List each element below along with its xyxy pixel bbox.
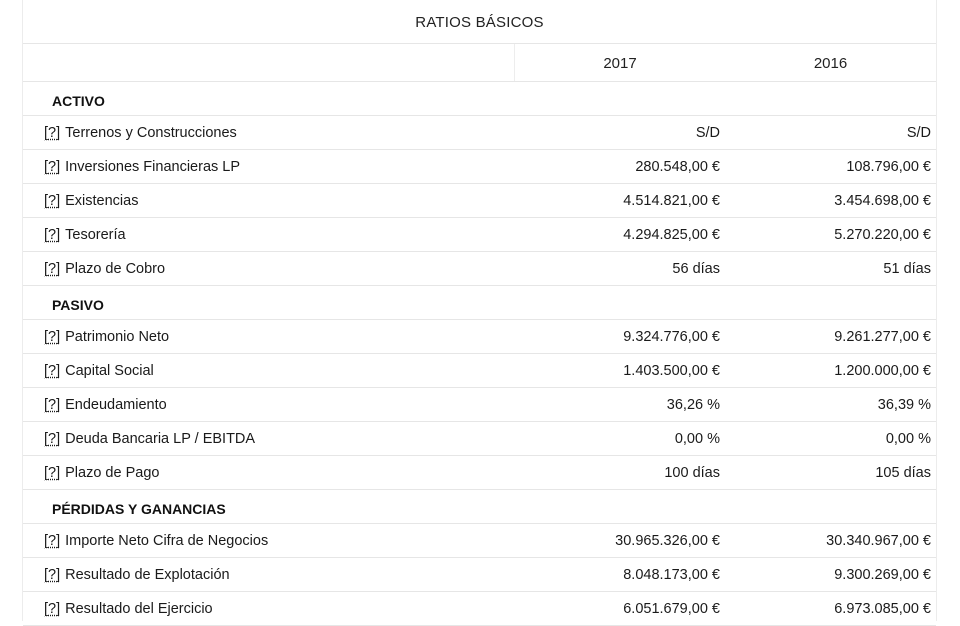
row-label: Deuda Bancaria LP / EBITDA: [65, 430, 256, 447]
section-header: PASIVO: [23, 286, 936, 320]
value-2017: 4.294.825,00 €: [623, 226, 720, 243]
table-row: [23, 218, 936, 252]
value-2016: 51 días: [883, 260, 931, 277]
row-label: Plazo de Cobro: [65, 260, 166, 277]
value-2016: 108.796,00 €: [846, 158, 931, 175]
row-label: Capital Social: [65, 362, 154, 379]
value-2016: 30.340.967,00 €: [826, 532, 931, 549]
row-label-cell: [23, 363, 514, 379]
table-title: RATIOS BÁSICOS: [23, 0, 936, 44]
value-2017: 280.548,00 €: [635, 158, 720, 175]
value-2017: 4.514.821,00 €: [623, 192, 720, 209]
row-label-cell: [23, 125, 514, 141]
value-2017: S/D: [695, 124, 720, 141]
value-2017: 0,00 %: [674, 430, 720, 447]
value-2016: 0,00 %: [885, 430, 931, 447]
help-link[interactable]: [?]: [44, 566, 61, 583]
row-label: Existencias: [65, 192, 139, 209]
help-link[interactable]: [?]: [44, 362, 61, 379]
help-link[interactable]: [?]: [44, 396, 61, 413]
value-2016: 36,39 %: [877, 396, 931, 413]
table-row: [23, 524, 936, 558]
row-label-cell: [23, 193, 514, 209]
table-row: [23, 422, 936, 456]
help-link[interactable]: [?]: [44, 464, 61, 481]
year-header-row: [23, 44, 936, 82]
table-row: [23, 456, 936, 490]
value-2016: 5.270.220,00 €: [834, 226, 931, 243]
row-label: Resultado de Explotación: [65, 566, 230, 583]
table-row: [23, 150, 936, 184]
year-header-2016: 2016: [813, 54, 848, 72]
help-link[interactable]: [?]: [44, 192, 61, 209]
value-2017: 36,26 %: [666, 396, 720, 413]
row-label: Patrimonio Neto: [65, 328, 170, 345]
row-label-cell: [23, 465, 514, 481]
value-2016: S/D: [906, 124, 931, 141]
help-link[interactable]: [?]: [44, 532, 61, 549]
value-2017: 6.051.679,00 €: [623, 600, 720, 617]
row-label-cell: [23, 329, 514, 345]
value-2017: 56 días: [672, 260, 720, 277]
row-label-cell: [23, 159, 514, 175]
help-link[interactable]: [?]: [44, 260, 61, 277]
value-2017: 30.965.326,00 €: [615, 532, 720, 549]
table-row: [23, 184, 936, 218]
value-2016: 3.454.698,00 €: [834, 192, 931, 209]
help-link[interactable]: [?]: [44, 124, 61, 141]
table-row: [23, 388, 936, 422]
value-2017: 100 días: [664, 464, 720, 481]
help-link[interactable]: [?]: [44, 600, 61, 617]
table-row: [23, 252, 936, 286]
row-label: Endeudamiento: [65, 396, 167, 413]
value-2016: 6.973.085,00 €: [834, 600, 931, 617]
row-label-cell: [23, 601, 514, 617]
value-2017: 8.048.173,00 €: [623, 566, 720, 583]
row-label: Importe Neto Cifra de Negocios: [65, 532, 269, 549]
value-2016: 105 días: [875, 464, 931, 481]
value-2016: 9.261.277,00 €: [834, 328, 931, 345]
table-row: [23, 320, 936, 354]
value-2017: 1.403.500,00 €: [623, 362, 720, 379]
section-header: PÉRDIDAS Y GANANCIAS: [23, 490, 936, 524]
help-link[interactable]: [?]: [44, 226, 61, 243]
row-label-cell: [23, 261, 514, 277]
row-label-cell: [23, 397, 514, 413]
row-label-cell: [23, 533, 514, 549]
row-label-cell: [23, 431, 514, 447]
table-row: [23, 116, 936, 150]
row-label-cell: [23, 227, 514, 243]
row-label: Terrenos y Construcciones: [65, 124, 237, 141]
table-row: [23, 558, 936, 592]
ratios-table: [22, 0, 937, 621]
value-2016: 9.300.269,00 €: [834, 566, 931, 583]
row-label: Resultado del Ejercicio: [65, 600, 213, 617]
row-label-cell: [23, 567, 514, 583]
help-link[interactable]: [?]: [44, 430, 61, 447]
help-link[interactable]: [?]: [44, 328, 61, 345]
year-header-2017: 2017: [514, 44, 725, 81]
row-label: Plazo de Pago: [65, 464, 160, 481]
value-2016: 1.200.000,00 €: [834, 362, 931, 379]
table-row: [23, 354, 936, 388]
row-label: Tesorería: [65, 226, 126, 243]
section-header: ACTIVO: [23, 82, 936, 116]
value-2017: 9.324.776,00 €: [623, 328, 720, 345]
row-label: Inversiones Financieras LP: [65, 158, 241, 175]
help-link[interactable]: [?]: [44, 158, 61, 175]
header-label-spacer: [23, 44, 514, 81]
table-body: [23, 82, 936, 626]
